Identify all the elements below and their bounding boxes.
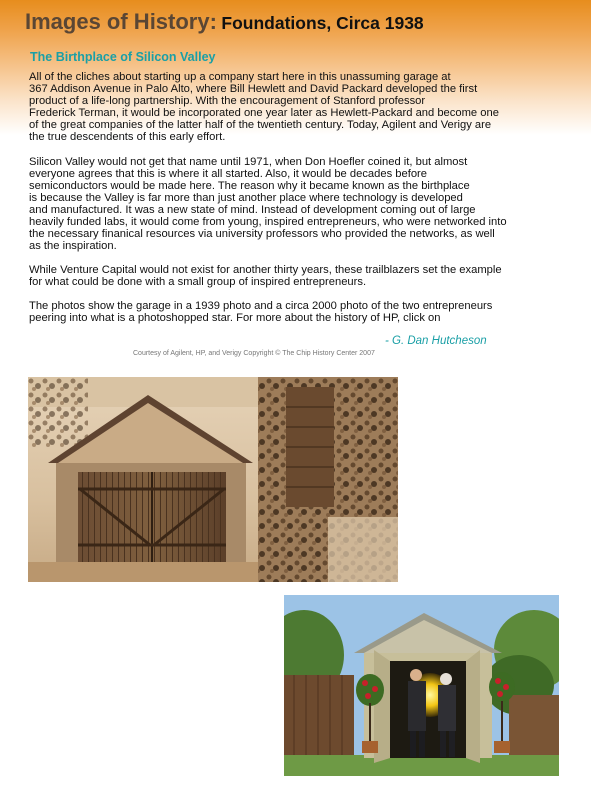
paragraph-line: and manufactured. It was a new state of mind. Instead of development coming out of large: [29, 204, 476, 216]
paragraph-line: the necessary finanical resources via university professors who provided the networks, as well: [29, 228, 495, 240]
paragraph-line: product of a life-long partnership. With the encouragement of Stanford professor: [29, 95, 426, 107]
author-signature: - G. Dan Hutcheson: [385, 335, 487, 347]
paragraph-line: everyone agrees that this is where it all started. Also, it would be decades before: [29, 168, 428, 180]
paragraph-line: All of the cliches about starting up a company start here in this unassuming garage at: [29, 71, 451, 83]
garage-photo-1939-art: [28, 377, 398, 582]
paragraph-line: Silicon Valley would not get that name until 1971, when Don Hoefler coined it, but almost: [29, 156, 468, 168]
title-sub: Foundations, Circa 1938: [221, 13, 424, 33]
paragraph-line: The photos show the garage in a 1939 photo and a circa 2000 photo of the two entrepreneurs: [29, 300, 493, 312]
paragraph-line: is because the Valley is far more than just another place where technology is developed: [29, 192, 463, 204]
paragraph-1: [29, 71, 562, 143]
paragraph-line: for what could be done with a small group of inspired entrepreneurs.: [29, 276, 367, 288]
paragraph-line: semiconductors would be made here. The reason why it became known as the birthplace: [29, 180, 470, 192]
paragraph-2: [29, 156, 562, 252]
paragraph-3: [29, 264, 562, 288]
paragraph-line: While Venture Capital would not exist for another thirty years, these trailblazers set the example: [29, 264, 502, 276]
paragraph-line: peering into what is a photoshopped star. For more about the history of HP, click on: [29, 312, 441, 324]
section-subtitle: The Birthplace of Silicon Valley: [30, 50, 216, 64]
copyright-credit: Courtesy of Agilent, HP, and Verigy Copyright © The Chip History Center 2007: [133, 350, 375, 357]
garage-photo-1939: [28, 377, 398, 582]
garage-photo-2000: [284, 595, 559, 776]
paragraph-line: as the inspiration.: [29, 240, 117, 252]
title-main: Images of History:: [25, 9, 217, 34]
paragraph-line: heavily funded labs, it would come from young, inspired entrepreneurs, who were networked into: [29, 216, 507, 228]
paragraph-line: 367 Addison Avenue in Palo Alto, where Bill Hewlett and David Packard developed the first: [29, 83, 478, 95]
paragraph-4: [29, 300, 562, 324]
paragraph-line: Frederick Terman, it would be incorporated one year later as Hewlett-Packard and become one: [29, 107, 499, 119]
paragraph-line: the true descendents of this early effort.: [29, 131, 226, 143]
paragraph-line: of the great companies of the latter half of the twentieth century. Today, Agilent and Verigy are: [29, 119, 492, 131]
page-title: [25, 11, 424, 33]
garage-photo-2000-art: [284, 595, 559, 776]
